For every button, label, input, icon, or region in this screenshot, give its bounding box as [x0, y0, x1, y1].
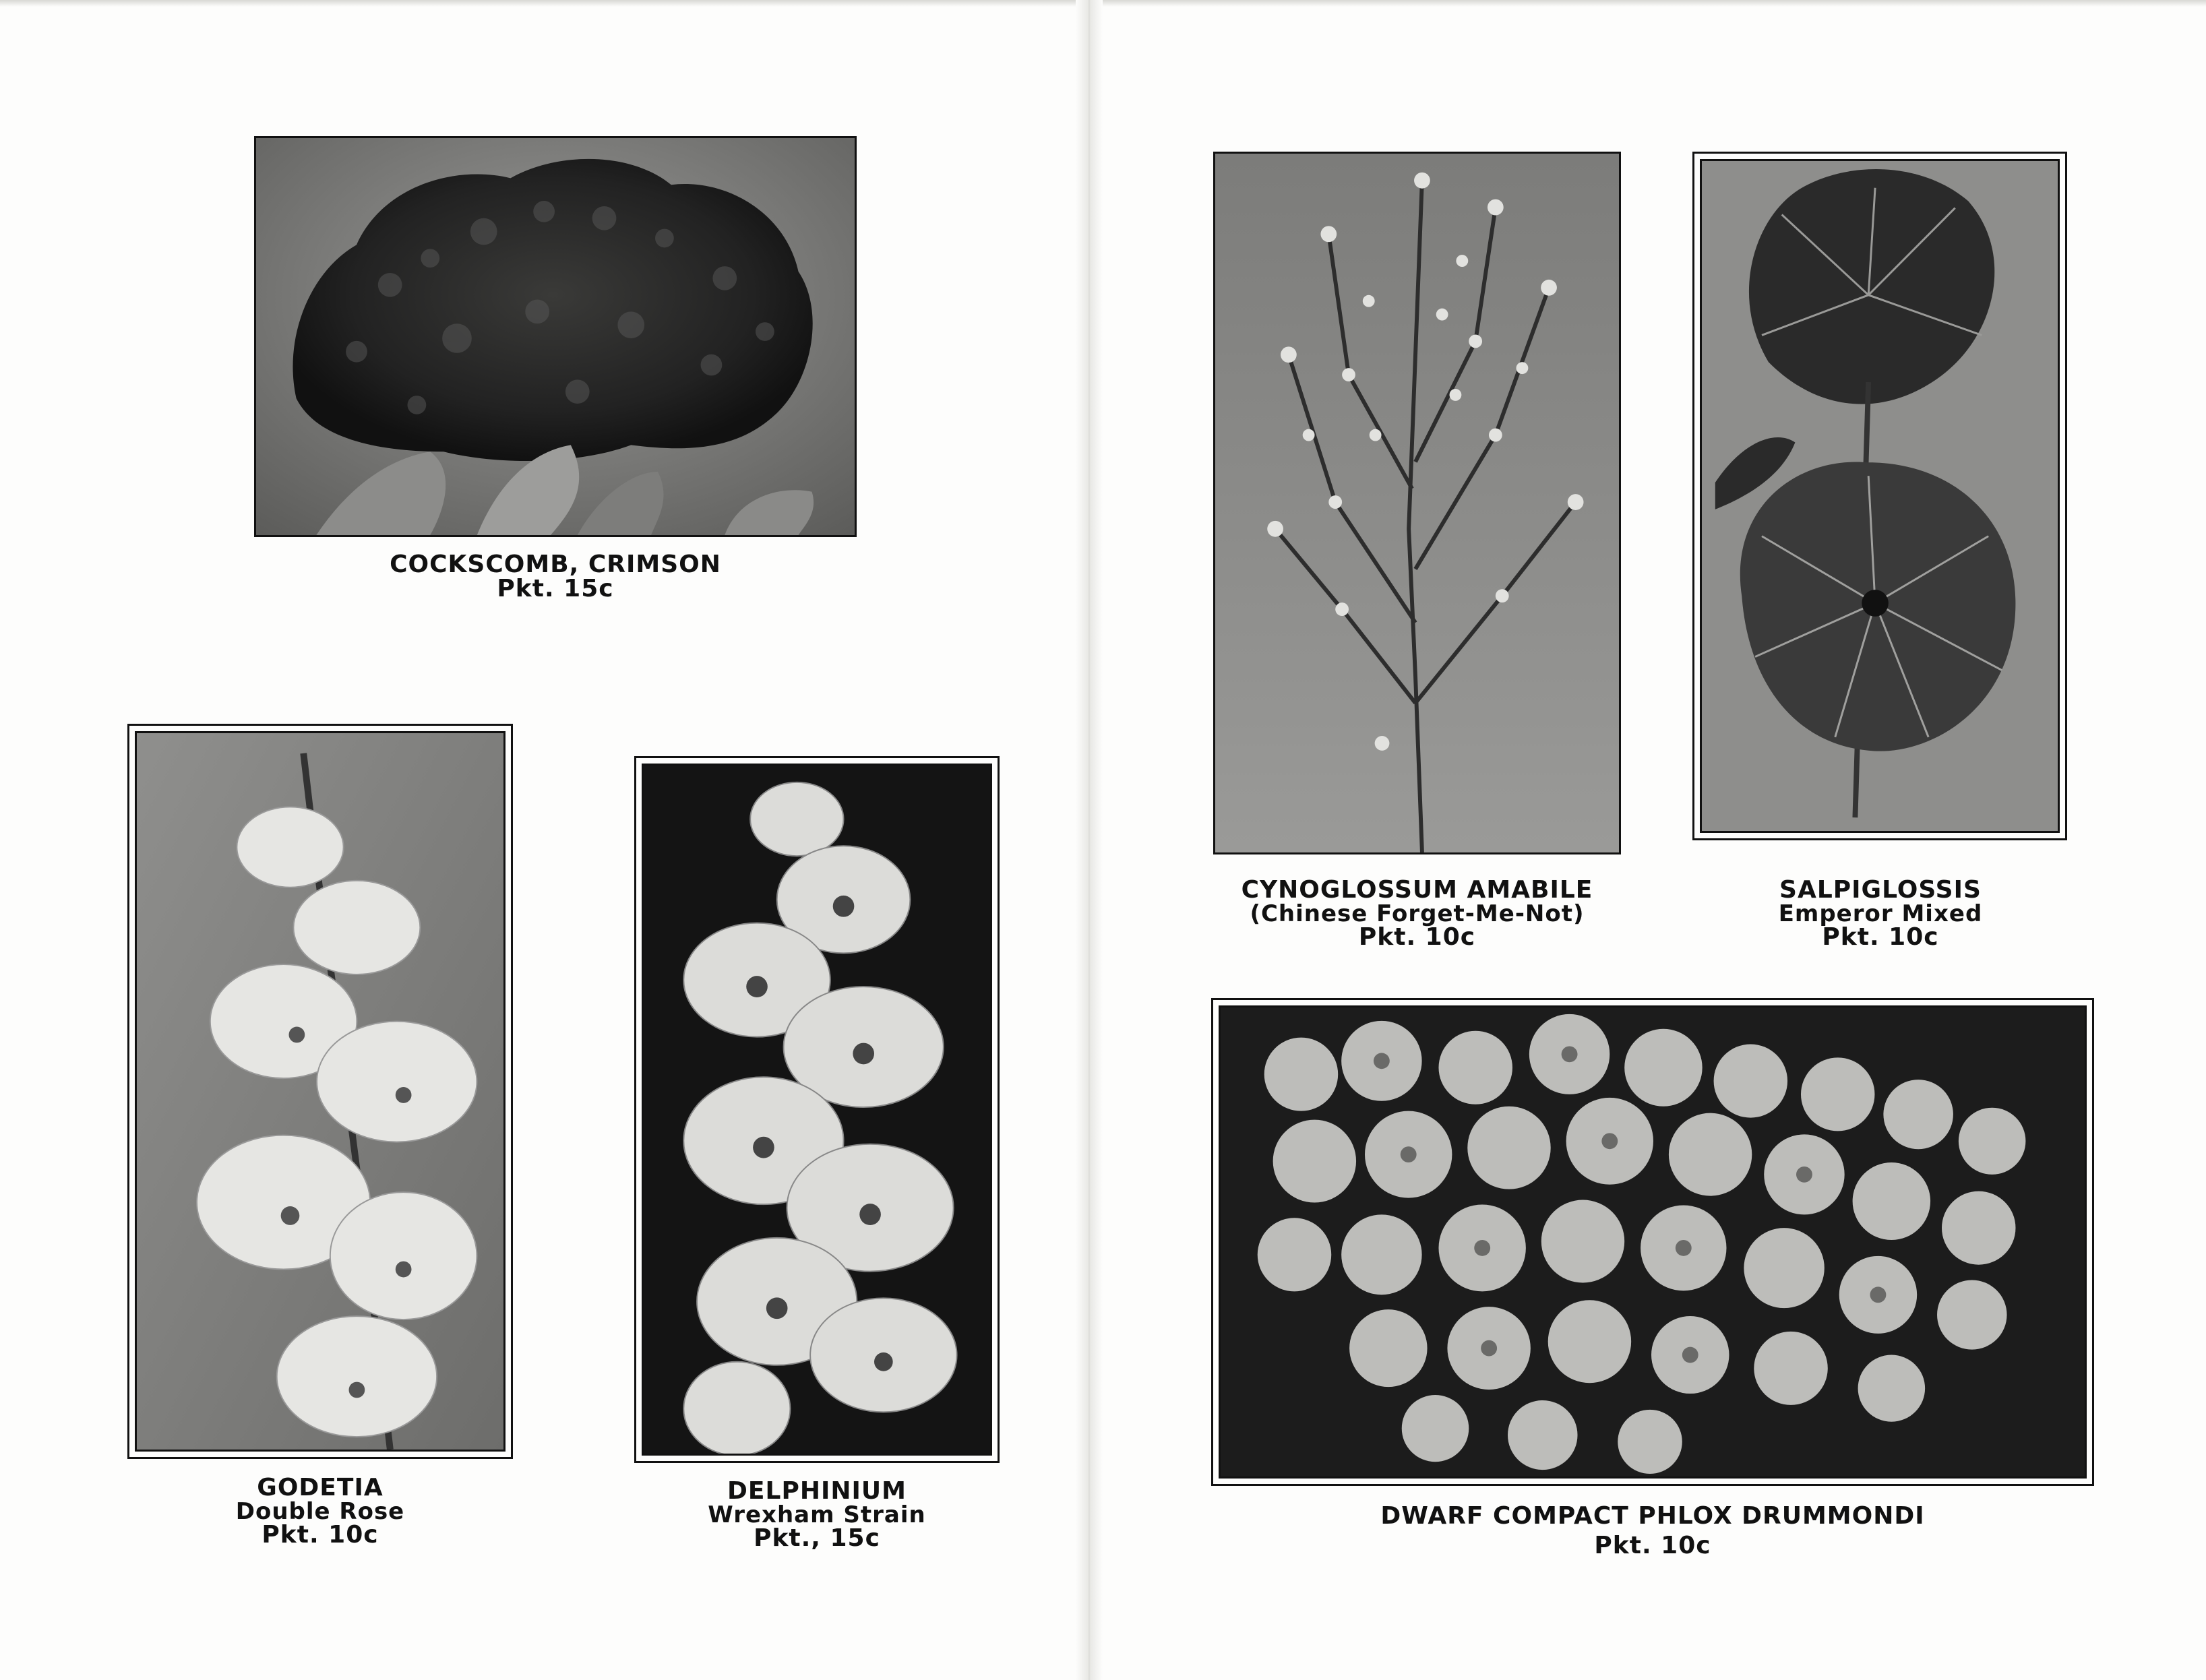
salpiglossis-price: Pkt. 10c	[1822, 923, 1939, 951]
book-gutter	[1076, 0, 1103, 1680]
salpiglossis-subtitle: Emperor Mixed	[1778, 900, 1983, 927]
phlox-caption	[1219, 1504, 2087, 1558]
delphinium-price: Pkt., 15c	[754, 1524, 880, 1552]
cockscomb-caption	[254, 553, 857, 601]
cynoglossum-price: Pkt. 10c	[1358, 923, 1476, 951]
salpiglossis-title: SALPIGLOSSIS	[1779, 876, 1982, 904]
godetia-subtitle: Double Rose	[235, 1498, 405, 1525]
godetia-caption	[135, 1476, 505, 1547]
salpiglossis-photo	[1700, 159, 2060, 833]
cynoglossum-title: CYNOGLOSSUM AMABILE	[1241, 876, 1593, 904]
godetia-price: Pkt. 10c	[262, 1521, 379, 1549]
phlox-photo	[1219, 1005, 2087, 1479]
delphinium-caption	[642, 1479, 992, 1551]
delphinium-photo	[642, 764, 992, 1456]
phlox-title: DWARF COMPACT PHLOX DRUMMONDI	[1380, 1502, 1925, 1530]
godetia-title: GODETIA	[257, 1474, 384, 1501]
cockscomb-price: Pkt. 15c	[497, 575, 614, 602]
salpiglossis-caption	[1672, 878, 2089, 950]
godetia-photo	[135, 731, 505, 1452]
page-edge	[0, 0, 2206, 7]
cockscomb-title: COCKSCOMB, CRIMSON	[390, 551, 721, 578]
cockscomb-photo	[254, 136, 857, 537]
delphinium-subtitle: Wrexham Strain	[708, 1501, 926, 1528]
cynoglossum-caption	[1186, 878, 1648, 950]
cynoglossum-photo	[1213, 152, 1621, 854]
cynoglossum-subtitle: (Chinese Forget-Me-Not)	[1250, 900, 1585, 927]
delphinium-title: DELPHINIUM	[727, 1477, 907, 1505]
phlox-price: Pkt. 10c	[1594, 1532, 1711, 1559]
